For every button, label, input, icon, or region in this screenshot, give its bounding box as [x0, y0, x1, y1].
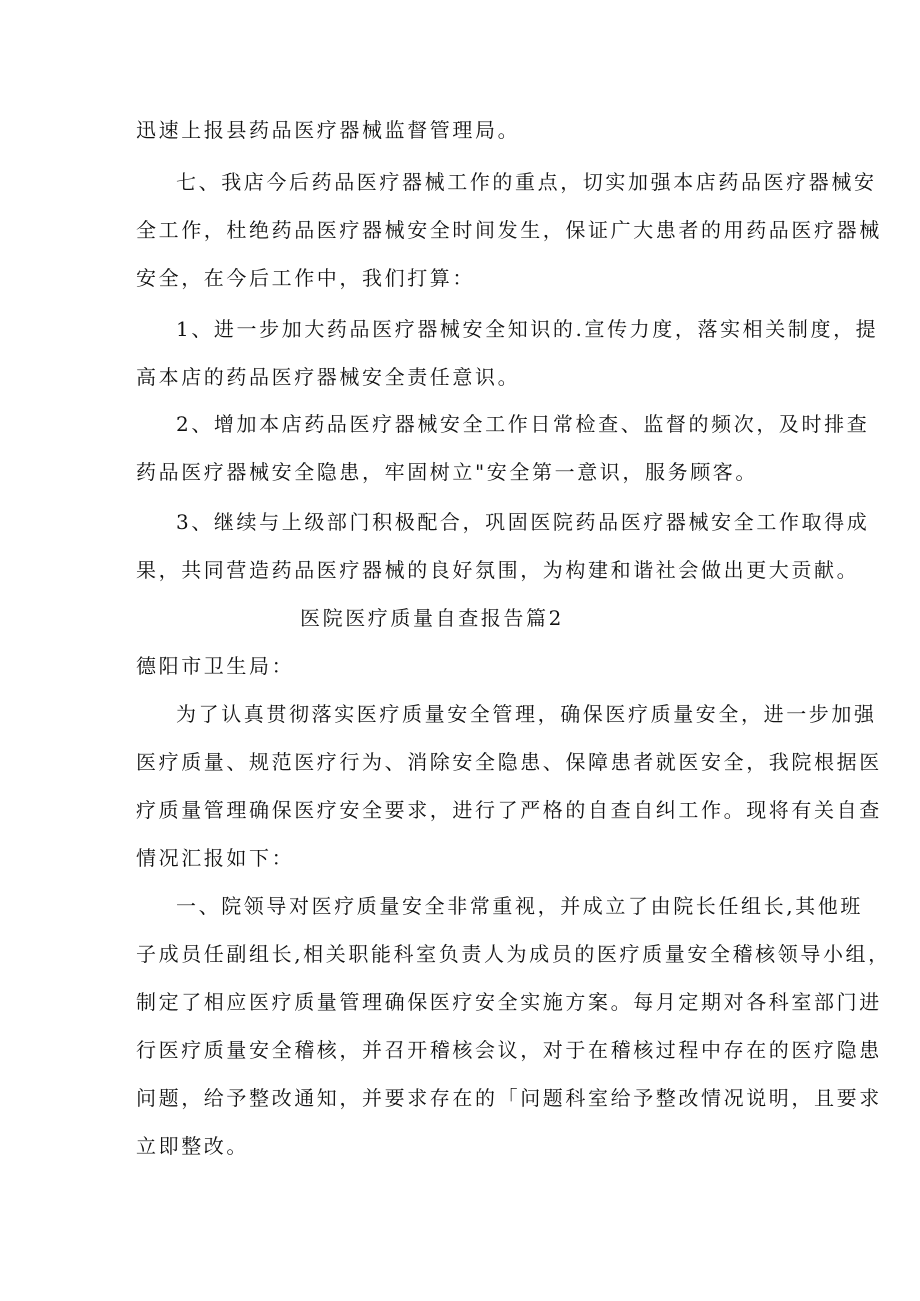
paragraph-seven-line-3: 安全，在今后工作中，我们打算：	[136, 266, 475, 290]
item-2-line-2: 药品医疗器械安全隐患，牢固树立"安全第一意识，服务顾客。	[136, 460, 758, 484]
section-one-line-3: 制定了相应医疗质量管理确保医疗安全实施方案。每月定期对各科室部门进	[136, 990, 882, 1014]
intro-line-1: 为了认真贯彻落实医疗质量安全管理，确保医疗质量安全，进一步加强	[176, 702, 877, 726]
intro-line-4: 情况汇报如下：	[136, 846, 295, 870]
addressee: 德阳市卫生局：	[136, 654, 295, 678]
section-title: 医院医疗质量自查报告篇2	[300, 606, 564, 630]
paragraph-seven-line-1: 七、我店今后药品医疗器械工作的重点，切实加强本店药品医疗器械安	[176, 170, 877, 194]
item-1-line-2: 高本店的药品医疗器械安全责任意识。	[136, 365, 521, 389]
section-one-line-5: 问题，给予整改通知，并要求存在的「问题科室给予整改情况说明，且要求	[136, 1086, 882, 1110]
intro-line-2: 医疗质量、规范医疗行为、消除安全隐患、保障患者就医安全，我院根据医	[136, 750, 882, 774]
section-one-line-1: 一、院领导对医疗质量安全非常重视，并成立了由院长任组长,其他班	[176, 894, 863, 918]
text-line-continuation: 迅速上报县药品医疗器械监督管理局。	[136, 118, 521, 142]
section-one-line-2: 子成员任副组长,相关职能科室负责人为成员的医疗质量安全稽核领导小组，	[136, 942, 891, 966]
section-one-line-6: 立即整改。	[136, 1134, 249, 1158]
paragraph-seven-line-2: 全工作，杜绝药品医疗器械安全时间发生，保证广大患者的用药品医疗器械	[136, 218, 882, 242]
item-3-line-2: 果，共同营造药品医疗器械的良好氛围，为构建和谐社会做出更大贡献。	[136, 558, 860, 582]
section-one-line-4: 行医疗质量安全稽核，并召开稽核会议，对于在稽核过程中存在的医疗隐患	[136, 1038, 882, 1062]
item-2-line-1: 2、增加本店药品医疗器械安全工作日常检查、监督的频次，及时排查	[176, 412, 870, 436]
item-3-line-1: 3、继续与上级部门积极配合，巩固医院药品医疗器械安全工作取得成	[176, 510, 870, 534]
intro-line-3: 疗质量管理确保医疗安全要求，进行了严格的自查自纠工作。现将有关自查	[136, 798, 882, 822]
item-1-line-1: 1、进一步加大药品医疗器械安全知识的.宣传力度，落实相关制度，提	[176, 317, 879, 341]
